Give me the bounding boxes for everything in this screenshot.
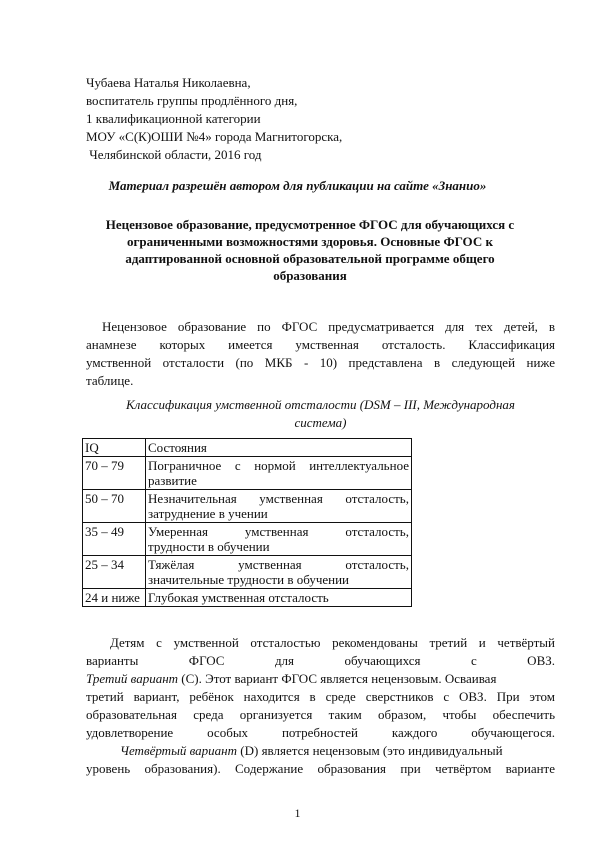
author-position: воспитатель группы продлённого дня, [86, 93, 298, 108]
variant-d-text: (D) является нецензовым (это индивидуальный [237, 743, 503, 758]
state-cell [146, 490, 412, 523]
header-iq: IQ [83, 439, 146, 457]
iq-cell: 50 – 70 [83, 490, 146, 523]
table-row [83, 589, 412, 607]
iq-cell: 24 и ниже [83, 589, 146, 607]
variant-c-term: Третий вариант [86, 671, 179, 686]
paragraph-line: образовательная среда организуется таким образом, чтобы обеспечить [86, 707, 555, 722]
paragraph-line: удовлетворение особых потребностей каждого обучающегося. [86, 725, 555, 740]
header-state: Состояния [146, 439, 412, 457]
state-cell [146, 589, 412, 607]
table-row [83, 556, 412, 589]
state-cell [146, 457, 412, 490]
title-line: ограниченными возможностями здоровья. Основные ФГОС к [127, 234, 493, 249]
paragraph-line: третий вариант, ребёнок находится в среде сверстников с ОВЗ. При этом [86, 689, 555, 704]
paragraph-line: таблице. [86, 373, 134, 388]
iq-cell: 70 – 79 [83, 457, 146, 490]
author-school: МОУ «С(К)ОШИ №4» города Магнитогорска, [86, 129, 343, 144]
intro-paragraph [86, 318, 555, 390]
caption-line: Классификация умственной отсталости (DSM – III, Международная [126, 397, 515, 412]
state-line: Глубокая умственная отсталость [148, 590, 329, 605]
paragraph-line: уровень образования). Содержание образования при четвёртом варианте [86, 761, 555, 776]
table-row [83, 490, 412, 523]
title-line: Нецензовое образование, предусмотренное ФГОС для обучающихся с [105, 217, 515, 232]
state-line: Умеренная умственная отсталость, [148, 524, 409, 539]
paragraph-line: Детям с умственной отсталостью рекомендованы третий и четвёртый [110, 635, 555, 650]
state-line: Пограничное с нормой интеллектуальное [148, 458, 409, 473]
table-header-row [83, 439, 412, 457]
state-line: значительные трудности в обучении [148, 572, 350, 587]
title-line: образования [273, 268, 347, 283]
author-header [86, 74, 342, 164]
state-line: трудности в обучении [148, 539, 270, 554]
state-cell [146, 556, 412, 589]
iq-classification-table [82, 438, 412, 607]
author-category: 1 квалификационной категории [86, 111, 261, 126]
paragraph-line [86, 670, 555, 688]
table-row [83, 457, 412, 490]
paragraph-line [86, 742, 555, 760]
caption-line: система) [294, 415, 347, 430]
state-line: Незначительная умственная отсталость, [148, 491, 409, 506]
author-region-year: Челябинской области, 2016 год [86, 147, 262, 162]
state-line: Тяжёлая умственная отсталость, [148, 557, 409, 572]
state-line: развитие [148, 473, 197, 488]
variants-paragraph [86, 634, 555, 778]
state-cell [146, 523, 412, 556]
publication-permission: Материал разрешён автором для публикации на сайте «Знанио» [108, 178, 487, 193]
variant-c-text: (С). Этот вариант ФГОС является нецензовым. Осваивая [178, 671, 497, 686]
paragraph-line: умственной отсталости (по МКБ - 10) представлена в следующей ниже [86, 355, 555, 370]
document-title [100, 216, 520, 284]
state-line: затруднение в учении [148, 506, 268, 521]
iq-cell: 35 – 49 [83, 523, 146, 556]
author-name: Чубаева Наталья Николаевна, [86, 75, 251, 90]
paragraph-line: анамнезе которых имеется умственная отсталость. Классификация [86, 337, 555, 352]
paragraph-line: Нецензовое образование по ФГОС предусматривается для тех детей, в [102, 319, 555, 334]
variant-d-term: Четвёртый вариант [120, 743, 238, 758]
title-line: адаптированной основной образовательной программе общего [125, 251, 495, 266]
table-caption [86, 396, 555, 432]
iq-cell: 25 – 34 [83, 556, 146, 589]
table-row [83, 523, 412, 556]
paragraph-line: варианты ФГОС для обучающихся с ОВЗ. [86, 653, 555, 668]
page-number: 1 [294, 806, 301, 820]
